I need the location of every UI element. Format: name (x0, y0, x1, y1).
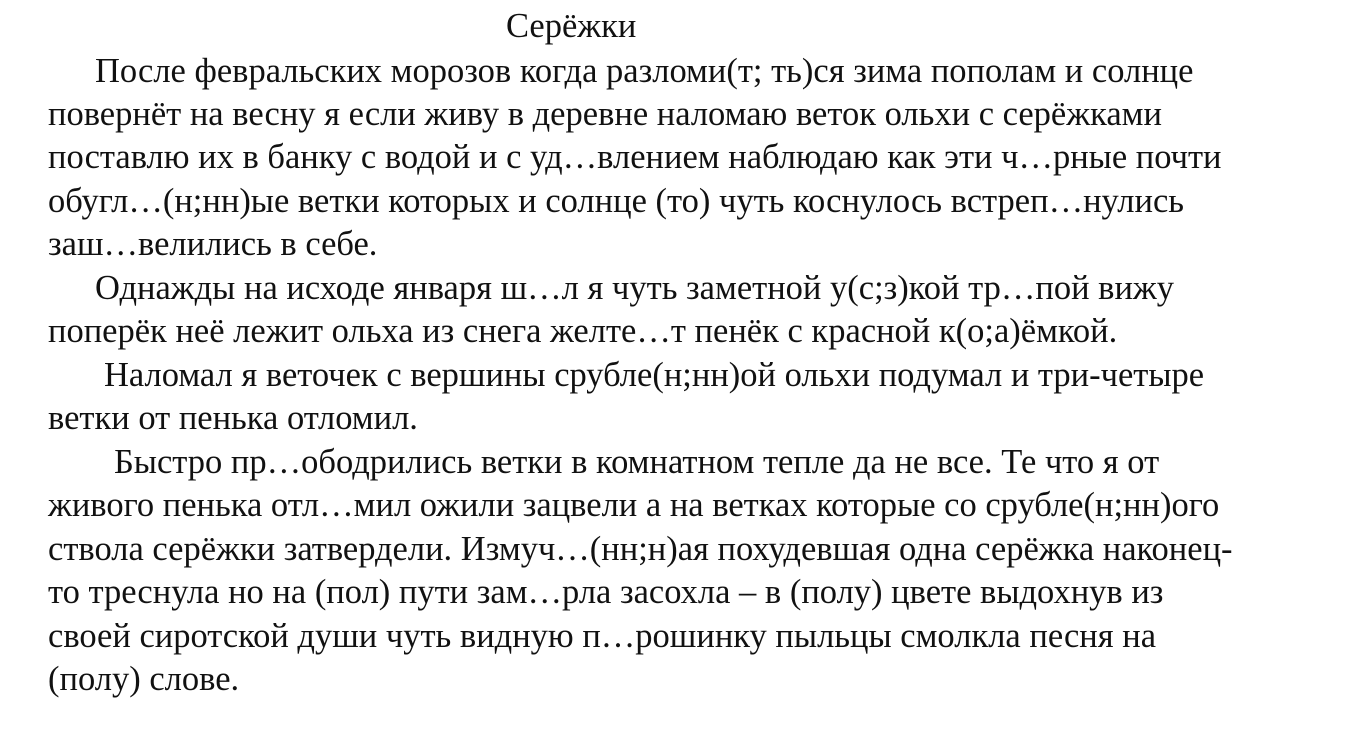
paragraph-4-line-2: живого пенька отл…мил ожили зацвели а на ветках которые со срубле(н;нн)ого (48, 486, 1220, 524)
paragraph-1-line-3: поставлю их в банку с водой и с уд…влением наблюдаю как эти ч…рные почти (48, 138, 1222, 176)
paragraph-2-line-1: Однажды на исходе января ш…л я чуть заметной у(с;з)кой тр…пой вижу (95, 269, 1175, 307)
paragraph-4-line-1: Быстро пр…ободрились ветки в комнатном тепле да не все. Те что я от (114, 443, 1160, 481)
paragraph-4-line-4: то треснула но на (пол) пути зам…рла засохла – в (полу) цвете выдохнув из (48, 573, 1164, 611)
paragraph-4-line-5: своей сиротской души чуть видную п…рошинку пыльцы смолкла песня на (48, 617, 1157, 655)
paragraph-1-line-2: повернёт на весну я если живу в деревне наломаю веток ольхи с серёжками (48, 95, 1162, 133)
paragraph-1-line-4: обугл…(н;нн)ые ветки которых и солнце (то) чуть коснулось встреп…нулись (48, 182, 1184, 220)
paragraph-3-line-2: ветки от пенька отломил. (48, 399, 418, 437)
paragraph-1-line-1: После февральских морозов когда разломи(т; ть)ся зима пополам и солнце (95, 52, 1194, 90)
paragraph-2-line-2: поперёк неё лежит ольха из снега желте…т пенёк с красной к(о;а)ёмкой. (48, 312, 1118, 350)
paragraph-1-line-5: заш…велились в себе. (48, 225, 378, 263)
paragraph-3-line-1: Наломал я веточек с вершины срубле(н;нн)ой ольхи подумал и три-четыре (104, 356, 1205, 394)
document-title: Серёжки (506, 7, 637, 45)
paragraph-4-line-6: (полу) слове. (48, 660, 240, 698)
paragraph-4-line-3: ствола серёжки затвердели. Измуч…(нн;н)ая похудевшая одна серёжка наконец- (48, 530, 1233, 568)
